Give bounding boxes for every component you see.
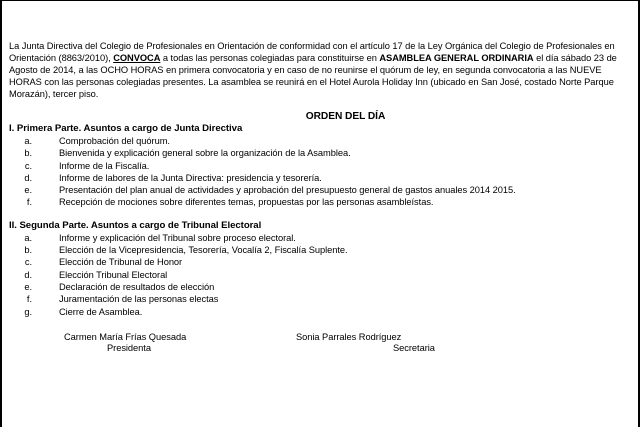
agenda-item [9, 135, 627, 147]
agenda-item [9, 232, 627, 244]
agenda-item [9, 306, 627, 318]
signature-block [9, 331, 627, 351]
agenda-item-letter: d. [24, 172, 32, 183]
agenda-item-text: Elección de Tribunal de Honor [59, 257, 183, 268]
agenda-item-text: Recepción de mociones sobre diferentes temas, propuestas por las personas asambleístas. [59, 197, 434, 208]
agenda-item-text: Informe de labores de la Junta Directiva: presidencia y tesorería. [59, 172, 322, 183]
agenda-item [9, 160, 627, 172]
agenda-item [9, 184, 627, 196]
agenda-item-text: Informe y explicación del Tribunal sobre proceso electoral. [59, 232, 296, 243]
agenda-item [9, 293, 627, 305]
agenda-item-letter: b. [24, 148, 32, 159]
orden-del-dia-heading: ORDEN DEL DÍA [305, 111, 386, 122]
intro-text-2: a todas las personas colegiadas para constituirse en [160, 53, 380, 63]
intro-text-1: La Junta Directiva del Colegio de Profesionales en Orientación de conformidad con el artículo 17 de la Ley Orgánica del Colegio de Profesionales en Orientación (8863/2010), [9, 41, 615, 63]
part2-list [9, 232, 627, 318]
agenda-item [9, 256, 627, 268]
convoca-word: CONVOCA [113, 53, 161, 63]
agenda-item [9, 269, 627, 281]
agenda-item-letter: c. [24, 160, 32, 171]
part1-title: I. Primera Parte. Asuntos a cargo de Junta Directiva [9, 123, 243, 134]
agenda-item-letter: e. [24, 185, 32, 196]
agenda-item [9, 281, 627, 293]
agenda-item-letter: a. [24, 136, 32, 146]
agenda-item-text: Cierre de Asamblea. [59, 306, 143, 317]
part2-title: II. Segunda Parte. Asuntos a cargo de Tribunal Electoral [9, 219, 262, 231]
agenda-item-text: Comprobación del quórum. [59, 136, 170, 146]
agenda-item-letter: g. [24, 306, 32, 317]
agenda-item-letter: d. [24, 269, 32, 280]
agenda-item [9, 244, 627, 256]
signature-role-secretary: Secretaria [393, 342, 435, 353]
agenda-item-letter: f. [26, 294, 32, 305]
agenda-item-text: Bienvenida y explicación general sobre la organización de la Asamblea. [59, 148, 351, 159]
signature-name-secretary: Sonia Parrales Rodríguez [296, 331, 402, 342]
agenda-item-text: Declaración de resultados de elección [59, 281, 215, 292]
document-content [9, 40, 627, 351]
agenda-item [9, 147, 627, 159]
agenda-item-text: Elección Tribunal Electoral [59, 269, 168, 280]
agenda-item-text: Elección de la Vicepresidencia, Tesorería, Vocalía 2, Fiscalía Suplente. [59, 245, 348, 256]
agenda-item-letter: a. [24, 232, 32, 243]
agenda-item-text: Informe de la Fiscalía. [59, 160, 150, 171]
agenda-item-letter: e. [24, 281, 32, 292]
agenda-item-text: Presentación del plan anual de actividades y aprobación del presupuesto general de gastos anuales 2014 2015. [59, 185, 516, 196]
part1-list [9, 135, 627, 209]
agenda-item [9, 196, 627, 208]
agenda-item-text: Juramentación de las personas electas [59, 294, 219, 305]
intro-paragraph [9, 40, 627, 100]
agenda-item-letter: b. [24, 245, 32, 256]
asamblea-general-ordinaria: ASAMBLEA GENERAL ORDINARIA [379, 53, 534, 63]
agenda-item-letter: f. [26, 197, 32, 208]
intro-text-3: el día sábado 23 de Agosto de 2014, a las OCHO HORAS en primera convocatoria y en caso de no reunirse el quórum de ley, en segunda convocatoria a las NUEVE HORAS con las personas colegiadas presentes. La asamblea se reunirá en el Hotel Aurola Holiday Inn (ubicado en San José, costado Norte Parque Morazán), tercer piso. [9, 53, 617, 99]
signature-name-president: Carmen María Frías Quesada [64, 331, 187, 342]
signature-role-president: Presidenta [107, 342, 151, 353]
intro-text [9, 40, 627, 100]
agenda-item-letter: c. [24, 257, 32, 268]
agenda-item [9, 172, 627, 184]
